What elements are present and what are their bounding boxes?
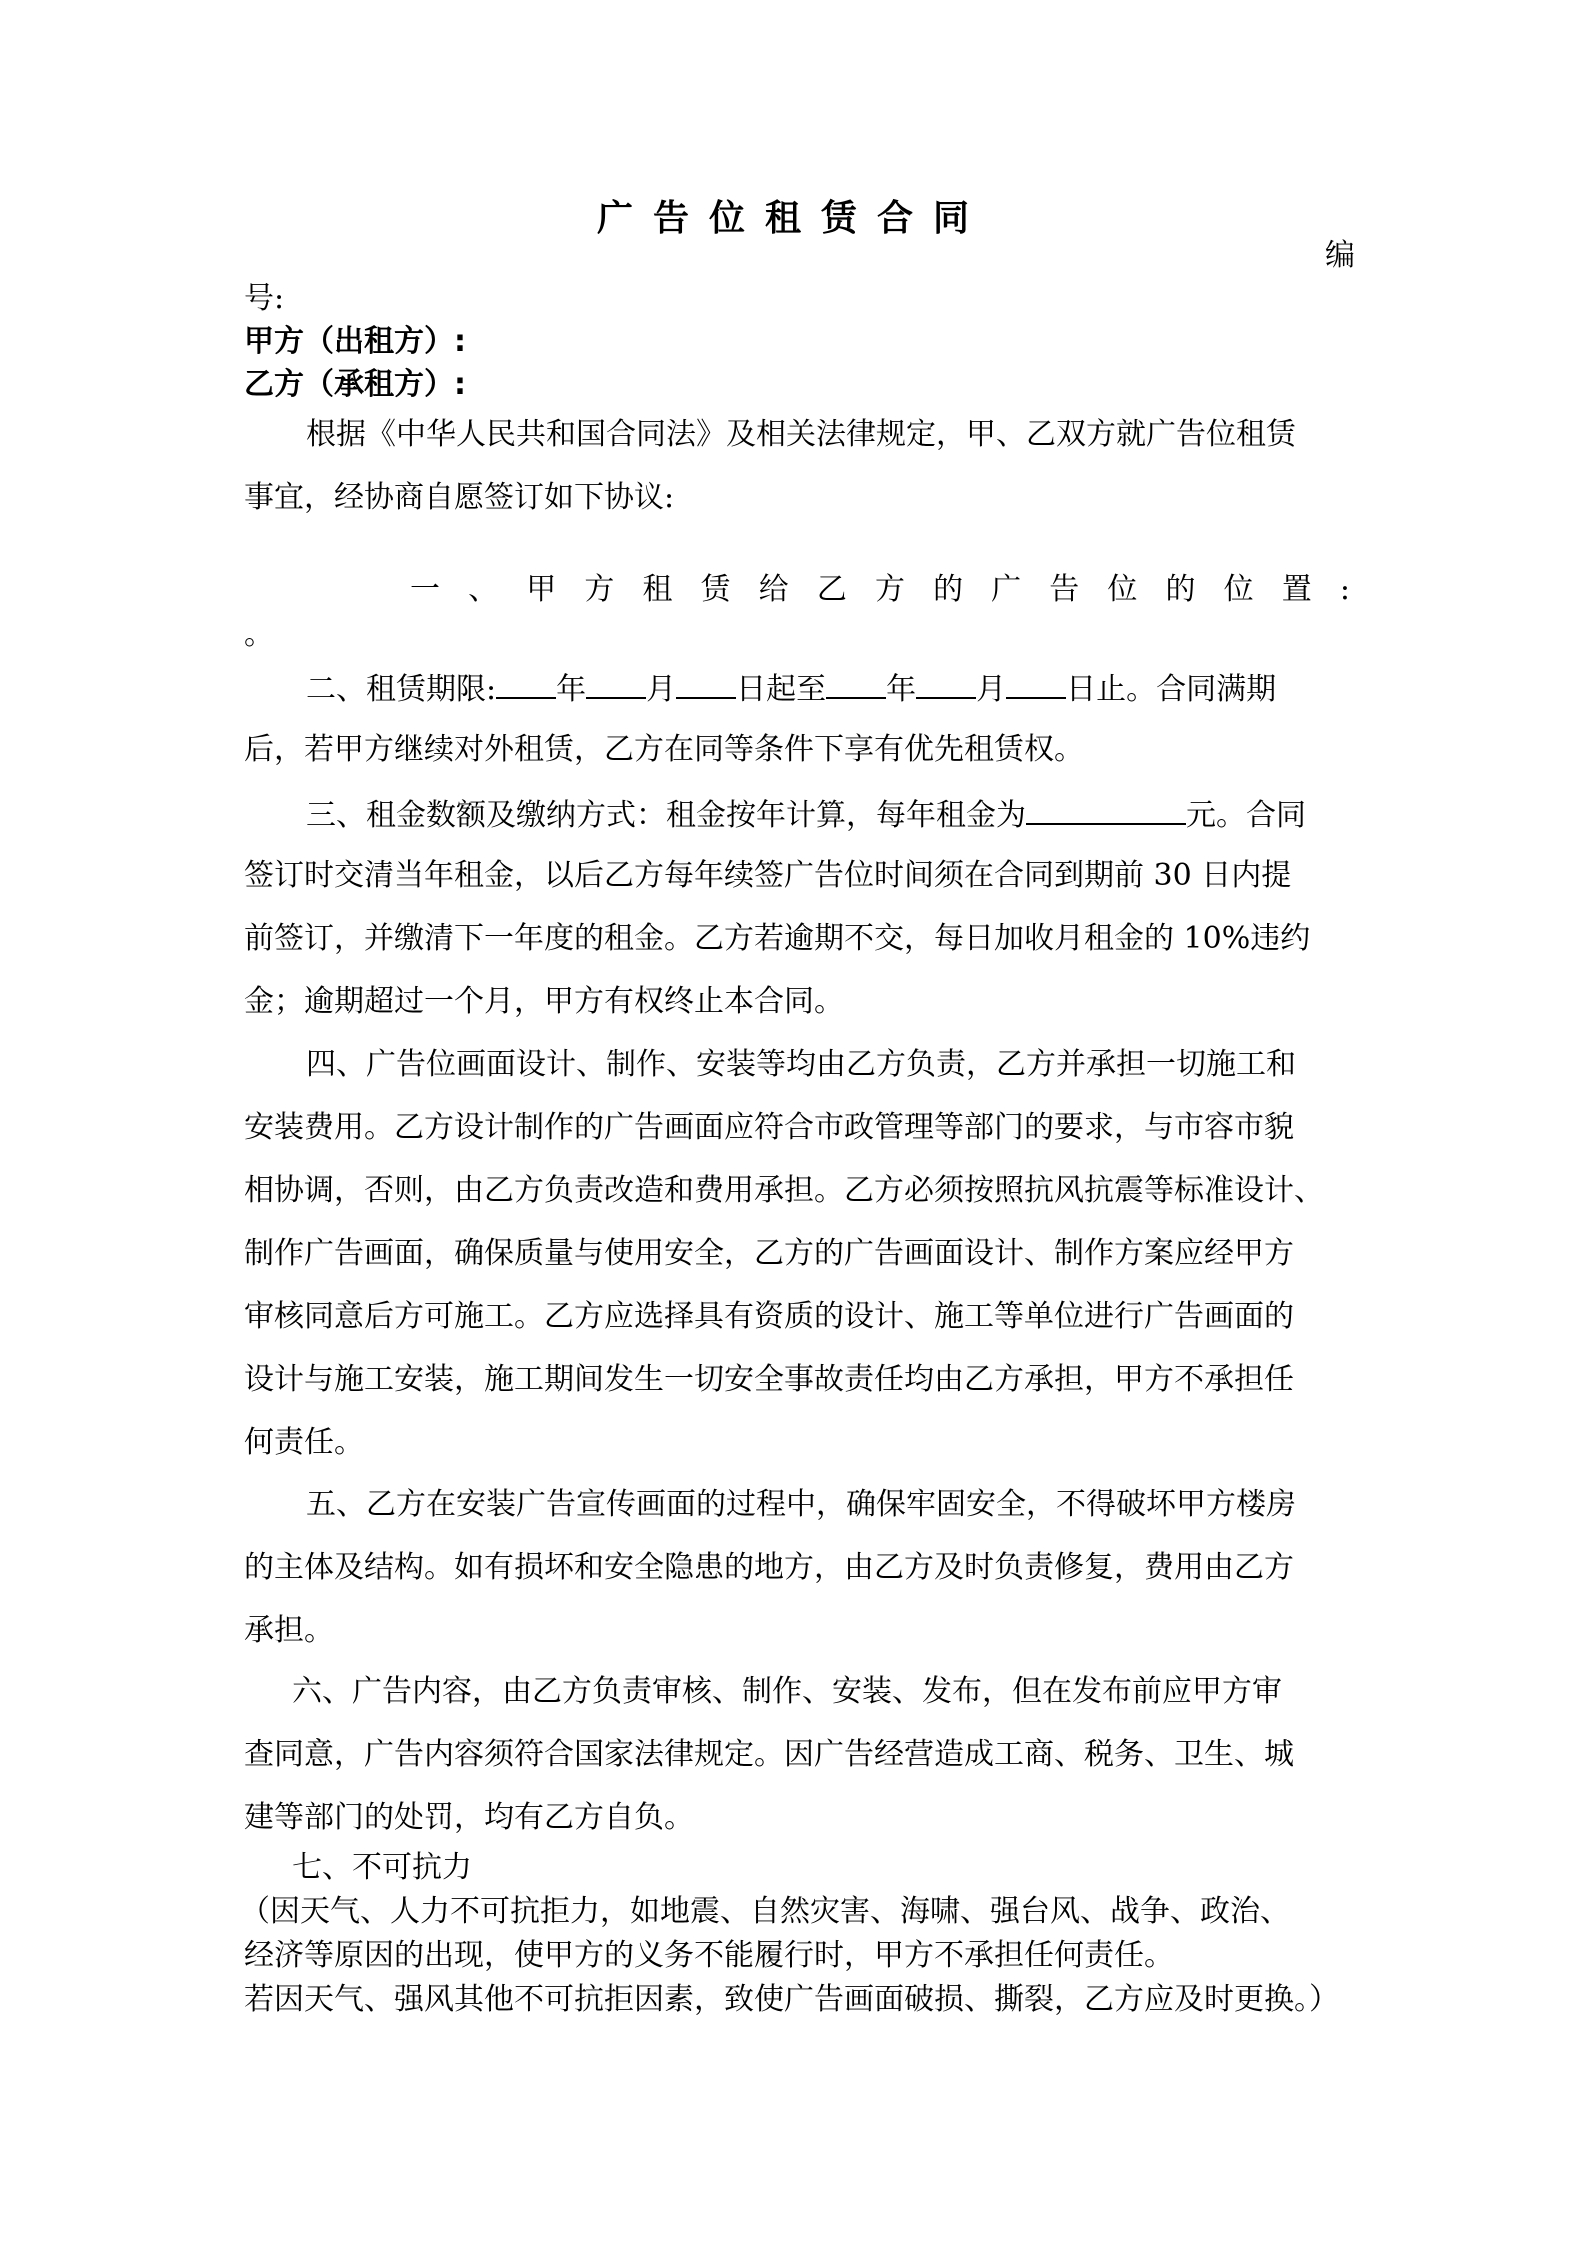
clause-6-line: 查同意，广告内容须符合国家法律规定。因广告经营造成工商、税务、卫生、城: [244, 1737, 1294, 1772]
end-day-blank[interactable]: [1006, 667, 1066, 699]
clause-2-prefix: 二、租赁期限:: [306, 672, 497, 707]
number-label-part1: 编: [1325, 238, 1355, 273]
clause-3-line: 金；逾期超过一个月，甲方有权终止本合同。: [244, 984, 844, 1019]
clause-5-line: 的主体及结构。如有损坏和安全隐患的地方，由乙方及时负责修复，费用由乙方: [244, 1550, 1294, 1585]
day-from-label: 日起至: [736, 672, 827, 707]
intro-paragraph-line: 事宜，经协商自愿签订如下协议:: [244, 480, 675, 515]
clause-5-line: 承担。: [244, 1613, 334, 1648]
clause-4-line: 相协调，否则，由乙方负责改造和费用承担。乙方必须按照抗风抗震等标准设计、: [244, 1173, 1324, 1208]
clause-5-line: 五、乙方在安装广告宣传画面的过程中，确保牢固安全，不得破坏甲方楼房: [306, 1487, 1296, 1522]
clause-4-line: 设计与施工安装，施工期间发生一切安全事故责任均由乙方承担，甲方不承担任: [244, 1362, 1294, 1397]
clause-1-line: 。: [244, 617, 274, 652]
annual-rent-blank[interactable]: [1026, 793, 1186, 825]
year-label: 年: [886, 672, 917, 707]
intro-paragraph-line: 根据《中华人民共和国合同法》及相关法律规定，甲、乙双方就广告位租赁: [306, 417, 1296, 452]
clause-4-line: 制作广告画面，确保质量与使用安全，乙方的广告画面设计、制作方案应经甲方: [244, 1236, 1294, 1271]
clause-1-line: 一、甲方租赁给乙方的广告位的位置:: [410, 572, 1350, 607]
number-label-part2: 号:: [244, 281, 285, 316]
clause-7-line: 经济等原因的出现，使甲方的义务不能履行时，甲方不承担任何责任。: [244, 1938, 1174, 1973]
clause-7-line: 若因天气、强风其他不可抗拒因素，致使广告画面破损、撕裂，乙方应及时更换。）: [244, 1982, 1339, 2017]
clause-4-line: 安装费用。乙方设计制作的广告画面应符合市政管理等部门的要求，与市容市貌: [244, 1110, 1294, 1145]
clause-2-line: 后，若甲方继续对外租赁，乙方在同等条件下享有优先租赁权。: [244, 732, 1084, 767]
clause-4-line: 审核同意后方可施工。乙方应选择具有资质的设计、施工等单位进行广告画面的: [244, 1299, 1294, 1334]
clause-6-line: 六、广告内容，由乙方负责审核、制作、安装、发布，但在发布前应甲方审: [292, 1674, 1282, 1709]
document-title: 广告位租赁合同: [596, 198, 989, 239]
clause-7-title: 七、不可抗力: [292, 1850, 472, 1885]
clause-4-line: 四、广告位画面设计、制作、安装等均由乙方负责，乙方并承担一切施工和: [306, 1047, 1296, 1082]
month-label: 月: [646, 672, 677, 707]
start-month-blank[interactable]: [586, 667, 646, 699]
clause-6-line: 建等部门的处罚，均有乙方自负。: [244, 1800, 694, 1835]
year-label: 年: [556, 672, 587, 707]
month-label: 月: [976, 672, 1007, 707]
clause-4-line: 何责任。: [244, 1425, 364, 1460]
clause-2-line: [306, 667, 1276, 710]
clause-3-prefix: 三、租金数额及缴纳方式：租金按年计算，每年租金为: [306, 798, 1026, 833]
day-end-label: 日止。合同满期: [1066, 672, 1277, 707]
clause-3-suffix: 元。合同: [1186, 798, 1306, 833]
party-a-label: 甲方（出租方）:: [244, 324, 466, 359]
start-year-blank[interactable]: [496, 667, 556, 699]
clause-7-line: （因天气、人力不可抗拒力，如地震、自然灾害、海啸、强台风、战争、政治、: [240, 1894, 1290, 1929]
clause-3-line: [306, 793, 1306, 836]
start-day-blank[interactable]: [676, 667, 736, 699]
end-month-blank[interactable]: [916, 667, 976, 699]
clause-3-line: 前签订，并缴清下一年度的租金。乙方若逾期不交，每日加收月租金的 10%违约: [244, 921, 1311, 956]
clause-3-line: 签订时交清当年租金，以后乙方每年续签广告位时间须在合同到期前 30 日内提: [244, 858, 1292, 893]
end-year-blank[interactable]: [826, 667, 886, 699]
party-b-label: 乙方（承租方）:: [244, 367, 466, 402]
